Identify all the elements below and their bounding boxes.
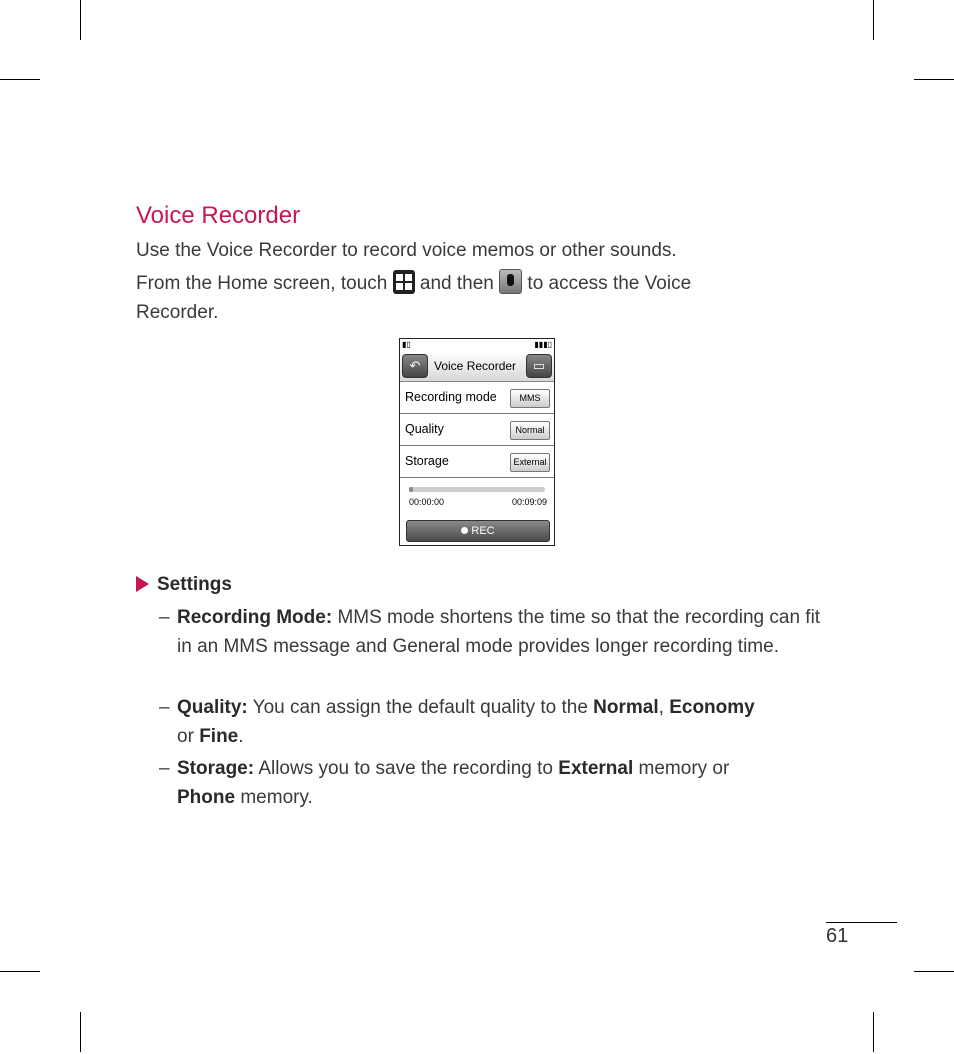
- row-label: Quality: [405, 422, 444, 436]
- crop-mark: [873, 1012, 874, 1052]
- screen-title: Voice Recorder: [434, 359, 517, 373]
- total-time: 00:09:09: [511, 497, 547, 507]
- row-label: Storage: [405, 454, 449, 468]
- record-dot-icon: [461, 527, 468, 534]
- settings-item-recording-mode: – Recording Mode: MMS mode shortens the time so that the recording can fit in an MMS message and General mode provides longer recording time.: [159, 607, 821, 657]
- elapsed-time: 00:00:00: [409, 497, 445, 507]
- page-number: 61: [826, 925, 849, 947]
- title-bar: [400, 351, 554, 382]
- battery-icon: ▮▮▮▯: [534, 340, 552, 349]
- folder-icon: ▭: [532, 358, 546, 373]
- recording-progress-bar: [409, 487, 545, 492]
- intro-line-3: Recorder.: [136, 302, 219, 323]
- crop-mark: [914, 971, 954, 972]
- intro-line-2: From the Home screen, touch and then to access the Voice: [136, 269, 691, 298]
- status-bar: [400, 339, 554, 351]
- quality-button[interactable]: Normal: [510, 421, 550, 440]
- rec-button[interactable]: REC: [406, 520, 550, 542]
- settings-item-quality: – Quality: You can assign the default quality to the Normal, Economy or Fine.: [159, 697, 755, 747]
- section-title: Voice Recorder: [136, 202, 301, 229]
- settings-item-storage: – Storage: Allows you to save the recording to External memory or Phone memory.: [159, 758, 730, 808]
- intro-line-1: Use the Voice Recorder to record voice memos or other sounds.: [136, 240, 677, 261]
- recording-mode-button[interactable]: MMS: [510, 389, 550, 408]
- crop-mark: [80, 0, 81, 40]
- back-arrow-icon: ↶: [409, 358, 421, 373]
- arrow-right-icon: [136, 576, 149, 592]
- crop-mark: [873, 0, 874, 40]
- voice-recorder-screenshot: [399, 338, 555, 546]
- crop-mark: [914, 79, 954, 80]
- storage-button[interactable]: External: [510, 453, 550, 472]
- setting-row-quality[interactable]: [400, 414, 554, 446]
- row-label: Recording mode: [405, 390, 497, 404]
- progress-fill: [409, 487, 413, 492]
- microphone-icon: [499, 269, 522, 294]
- crop-mark: [80, 1012, 81, 1052]
- setting-row-recording-mode[interactable]: [400, 382, 554, 414]
- back-button[interactable]: [402, 354, 428, 378]
- page-number-rule: [826, 922, 897, 923]
- folder-button[interactable]: [526, 354, 552, 378]
- setting-row-storage[interactable]: [400, 446, 554, 478]
- crop-mark: [0, 971, 40, 972]
- settings-heading: Settings: [136, 572, 232, 598]
- crop-mark: [0, 79, 40, 80]
- apps-grid-icon: [393, 270, 415, 294]
- signal-icon: ▮▯: [402, 340, 411, 349]
